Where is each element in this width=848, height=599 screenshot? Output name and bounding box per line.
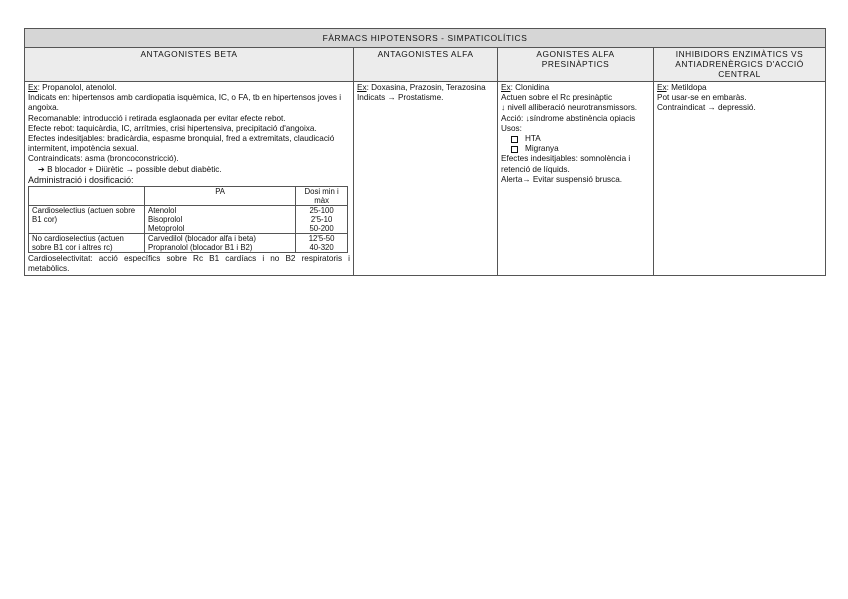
agonists-example: Ex: Clonidina xyxy=(501,83,550,92)
inhibitors-column xyxy=(654,82,826,276)
beta-recommendable: Recomanable: introducció i retirada esglaonada per evitar efecte rebot. xyxy=(28,113,286,123)
drug-name: Carvedilol (blocador alfa i beta) xyxy=(148,234,256,244)
alfa-example: Ex: Doxasina, Prazosin, Terazosina xyxy=(357,83,486,92)
beta-diabetes-note: ➔ B blocador + Diürètic → possible debut diabètic. xyxy=(38,164,222,174)
drug-dose: 25-100 xyxy=(309,206,334,216)
pharmacology-table xyxy=(24,28,826,276)
header-alfa-agonists: AGONISTES ALFA PRESINÀPTICS xyxy=(498,48,654,82)
drug-name: Metoprolol xyxy=(148,224,185,234)
inhibitors-pregnancy: Pot usar-se en embaràs. xyxy=(657,93,747,103)
drug-name: Propranolol (blocador B1 i B2) xyxy=(148,243,253,253)
dose-header-pa: PA xyxy=(145,187,296,206)
beta-contraindications: Contraindicats: asma (broncoconstricció). xyxy=(28,154,179,164)
agonists-side-effects: Efectes indesitjables: somnolència i retenció de líquids. xyxy=(501,154,631,174)
drug-name: Atenolol xyxy=(148,206,177,216)
header-beta-antagonists: ANTAGONISTES BETA xyxy=(25,48,354,82)
alfa-column xyxy=(354,82,498,276)
agonists-release: ↓ nivell alliberació neurotransmissors. xyxy=(501,103,638,113)
agonists-uses-list xyxy=(501,134,650,154)
agonists-mechanism: Actuen sobre el Rc presinàptic xyxy=(501,93,613,103)
beta-indications: Indicats en: hipertensos amb cardiopatia isquèmica, IC, o FA, tb en hipertensos joves i angoixa. xyxy=(28,93,342,113)
agonists-column xyxy=(498,82,654,276)
beta-rebound: Efecte rebot: taquicàrdia, IC, arrítmies, crisi hipertensiva, precipitació d'angoixa. xyxy=(28,123,317,133)
header-alfa-antagonists: ANTAGONISTES ALFA xyxy=(354,48,498,82)
beta-admin-title: Administració i dosificació: xyxy=(28,174,134,185)
beta-column xyxy=(25,82,354,276)
dose-table xyxy=(28,186,348,253)
agonists-uses-label: Usos: xyxy=(501,123,522,133)
drug-dose: 40-320 xyxy=(309,243,334,253)
dose-header-group xyxy=(29,187,145,206)
inhibitors-example: Ex: Metildopa xyxy=(657,83,707,92)
beta-cardioselectivity: Cardioselectivitat: acció específics sobre Rc B1 cardíacs i no B2 respiratoris i metabòlics. xyxy=(28,254,350,274)
inhibitors-contraindication: Contraindicat → depressió. xyxy=(657,103,756,113)
table-row xyxy=(29,206,348,234)
alfa-indications: Indicats → Prostatisme. xyxy=(357,93,444,103)
table-row xyxy=(29,234,348,253)
agonists-alert: Alerta→ Evitar suspensió brusca. xyxy=(501,174,623,184)
dose-group-non-cardioselective: No cardioselectius (actuen sobre B1 cor i altres rc) xyxy=(29,234,145,253)
drug-dose: 12'5-50 xyxy=(308,234,335,244)
list-item: HTA xyxy=(511,134,650,144)
dose-header-dose: Dosi min i màx xyxy=(296,187,348,206)
header-enzyme-inhibitors: INHIBIDORS ENZIMÀTICS VS ANTIADRENÈRGICS D'ACCIÓ CENTRAL xyxy=(654,48,826,82)
table-title: FÀRMACS HIPOTENSORS - SIMPATICOLÍTICS xyxy=(25,29,826,48)
drug-name: Bisoprolol xyxy=(148,215,183,225)
list-item: Migranya xyxy=(511,144,650,154)
beta-example: Ex: Propanolol, atenolol. xyxy=(28,83,117,92)
drug-dose: 50-200 xyxy=(309,224,334,234)
drug-dose: 2'5-10 xyxy=(310,215,333,225)
beta-side-effects: Efectes indesitjables: bradicàrdia, espasme bronquial, fred a extremitats, claudicació intermitent, impotència sexual. xyxy=(28,134,335,154)
dose-group-cardioselective: Cardioselectius (actuen sobre B1 cor) xyxy=(29,206,145,234)
agonists-action: Acció: ↓síndrome abstinència opiacis xyxy=(501,113,636,123)
